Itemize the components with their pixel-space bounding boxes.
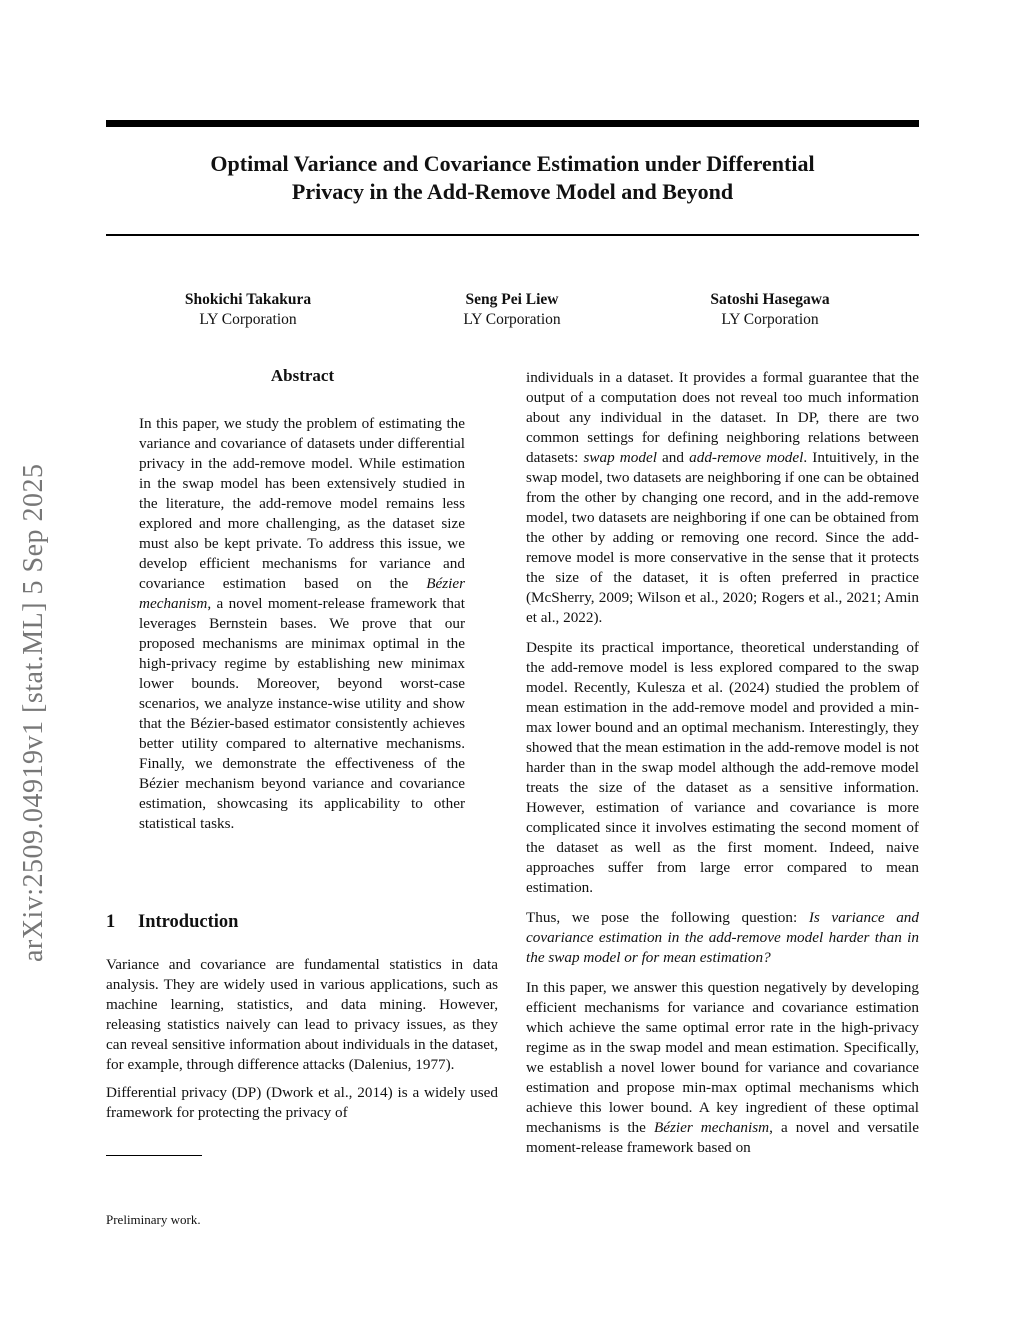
- text-run: . Intuitively, in the swap model, two datasets are neighboring if one can be obtained from the other by changing one record, and in the add-remove model, two datasets are neighboring if one can be obtained from the other by adding or removing one record. Since the add-remove model is more conservative in the sense that it protects the size of the dataset, it is often preferred in practice (McSherry, 2009; Wilson et al., 2020; Rogers et al., 2021; Amin et al., 2022).: [526, 449, 920, 626]
- author-name: Seng Pei Liew: [465, 291, 559, 308]
- section-heading: [106, 912, 238, 933]
- author-block: [106, 290, 919, 340]
- title-line-1: Optimal Variance and Covariance Estimation under Differential: [210, 151, 815, 176]
- abstract-heading: Abstract: [270, 366, 335, 385]
- paragraph: Differential privacy (DP) (Dwork et al., 2014) is a widely used framework for protecting the privacy of: [106, 1084, 498, 1121]
- abstract-text: In this paper, we study the problem of estimating the variance and covariance of datasets under differential privacy in the add-remove model. While estimation in the swap model has been extensively studied in the literature, the add-remove model remains less explored and more challenging, as the dataset size must also be kept private. To address this issue, we develop efficient mechanisms for variance and covariance estimation based on the: [139, 415, 465, 592]
- text-run: Thus, we pose the following question:: [526, 909, 809, 926]
- author-1: [118, 290, 378, 330]
- author-affiliation: LY Corporation: [721, 311, 819, 328]
- paragraph: [526, 368, 919, 628]
- text-run: and: [656, 449, 690, 466]
- right-column: [526, 368, 919, 1168]
- footnote: Preliminary work.: [106, 1212, 201, 1227]
- emphasis: swap model: [583, 449, 657, 466]
- footnote-rule: [106, 1155, 202, 1156]
- title-top-rule: [106, 120, 919, 127]
- title-bottom-rule: [106, 234, 919, 236]
- author-affiliation: LY Corporation: [199, 311, 297, 328]
- abstract-text: , a novel moment-release framework that leverages Bernstein bases. We prove that our proposed mechanisms are minimax optimal in the high-privacy regime by establishing new minimax lower bounds. Moreover, beyond worst-case scenarios, we analyze instance-wise utility and show that the Bézier-based estimator consistently achieves better utility compared to alternative mechanisms. Finally, we demonstrate the effectiveness of the Bézier mechanism beyond variance and covariance estimation, showcasing its applicability to other statistical tasks.: [139, 595, 465, 832]
- research-question: Is variance and covariance estimation in the add-remove model harder than in the swap model or for mean estimation?: [526, 909, 919, 966]
- arxiv-identifier: arXiv:2509.04919v1 [stat.ML] 5 Sep 2025: [18, 463, 49, 962]
- paragraph: [526, 908, 919, 968]
- paragraph: Despite its practical importance, theoretical understanding of the add-remove model is less explored compared to the swap model. Recently, Kulesza et al. (2024) studied the problem of mean estimation in the add-remove model and provided a min-max lower bound and an optimal mechanism. Interestingly, they showed that the mean estimation in the add-remove model is not harder than in the swap model although the add-remove model treats the size of the dataset as a sensitive information. However, estimation of variance and covariance is more complicated since it involves estimating the second moment of the dataset as well as the first moment. Indeed, naive approaches suffer from large error compared to mean estimation.: [526, 639, 919, 896]
- emphasis: Bézier mechanism: [653, 1119, 770, 1136]
- paragraph: [526, 978, 919, 1158]
- author-name: Satoshi Hasegawa: [710, 291, 830, 308]
- paper-title: [106, 150, 919, 206]
- author-3: [640, 290, 900, 330]
- author-2: [382, 290, 642, 330]
- author-name: Shokichi Takakura: [184, 291, 312, 308]
- emphasis: add-remove model: [689, 449, 804, 466]
- text-run: In this paper, we answer this question negatively by developing efficient mechanisms for variance and covariance estimation which achieve the same optimal error rate in the high-privacy regime as in the swap model and mean estimation. Specifically, we establish a novel lower bound for variance and covariance estimation and propose min-max optimal mechanisms which achieve this lower bound. A key ingredient of these optimal mechanisms is the: [526, 979, 919, 1136]
- text-run: , a novel and versatile moment-release framework based on: [526, 1119, 919, 1156]
- text-run: individuals in a dataset. It provides a formal guarantee that the output of a computation does not reveal too much information about any individual in the dataset. In DP, there are two common settings for defining neighboring relations between datasets:: [526, 369, 919, 466]
- section-number: 1: [106, 912, 116, 932]
- abstract-body: [139, 414, 465, 834]
- author-affiliation: LY Corporation: [463, 311, 561, 328]
- section-title: Introduction: [138, 912, 239, 932]
- title-line-2: Privacy in the Add-Remove Model and Beyond: [291, 179, 734, 204]
- abstract-emphasis: Bézier mechanism: [139, 575, 465, 612]
- paragraph: Variance and covariance are fundamental statistics in data analysis. They are widely used in various applications, such as machine learning, statistics, and data mining. However, releasing statistics naively can lead to privacy issues, as they can reveal sensitive information about individuals in the dataset, for example, through difference attacks (Dalenius, 1977).: [106, 956, 498, 1073]
- intro-left-column: [106, 955, 498, 1131]
